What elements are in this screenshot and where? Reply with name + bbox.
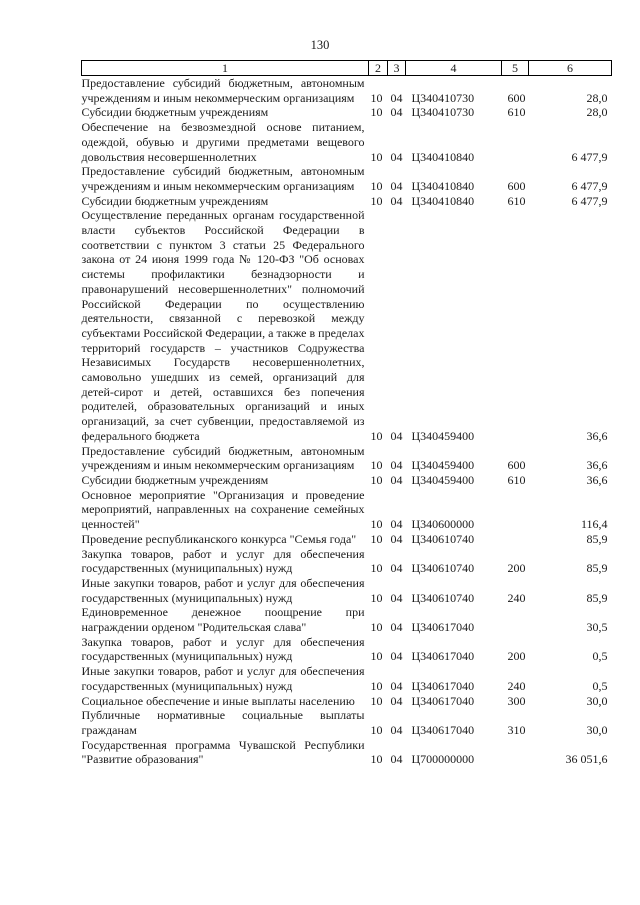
- item-name: Публичные нормативные социальные выплаты гражданам: [81, 708, 365, 737]
- amount: 36,6: [586, 428, 608, 443]
- item-name: Предоставление субсидий бюджетным, автономным учреждениям и иным некоммерческим организациям: [81, 443, 365, 473]
- amount: 6 477,9: [571, 178, 608, 193]
- table-row: [82, 444, 612, 473]
- subsection-code: 04: [390, 428, 403, 443]
- target-article-code: Ц340617040: [411, 620, 475, 635]
- expense-type-code: 240: [507, 590, 526, 605]
- subsection-code: 04: [390, 722, 403, 737]
- table-row: [82, 738, 612, 767]
- item-name: Обеспечение на безвозмездной основе питанием, одеждой, обувью и другими предметами вещевого довольствия несовершеннолетних: [81, 120, 365, 164]
- table-row: [82, 664, 612, 693]
- expense-type-code: [502, 120, 529, 164]
- item-name: Иные закупки товаров, работ и услуг для обеспечения государственных (муниципальных) нужд: [81, 664, 365, 693]
- target-article-code: Ц340610740: [411, 531, 475, 546]
- section-code: 10: [370, 620, 383, 635]
- subsection-code: 04: [390, 693, 403, 708]
- item-name: Предоставление субсидий бюджетным, автономным учреждениям и иным некоммерческим организациям: [81, 76, 365, 105]
- amount: 30,0: [586, 722, 608, 737]
- subsection-code: 04: [390, 649, 403, 664]
- expense-type-code: 600: [507, 90, 526, 105]
- subsection-code: 04: [390, 178, 403, 193]
- expense-type-code: 600: [507, 458, 526, 473]
- subsection-code: 04: [390, 561, 403, 576]
- amount: 36 051,6: [565, 752, 608, 767]
- item-name: Субсидии бюджетным учреждениям: [81, 193, 269, 208]
- table-row: [82, 635, 612, 664]
- section-code: 10: [370, 105, 383, 120]
- column-header: 1: [82, 61, 369, 76]
- subsection-code: 04: [390, 752, 403, 767]
- section-code: 10: [370, 178, 383, 193]
- column-header: 3: [388, 61, 406, 76]
- amount: 30,5: [586, 620, 608, 635]
- target-article-code: Ц340459400: [411, 428, 475, 443]
- item-name: Основное мероприятие "Организация и проведение мероприятий, направленных на сохранение семейных ценностей": [81, 487, 365, 532]
- expense-type-code: 610: [507, 105, 526, 120]
- subsection-code: 04: [390, 620, 403, 635]
- expense-type-code: 610: [507, 472, 526, 487]
- section-code: 10: [370, 561, 383, 576]
- subsection-code: 04: [390, 193, 403, 208]
- column-header: 2: [369, 61, 388, 76]
- subsection-code: 04: [390, 590, 403, 605]
- target-article-code: Ц700000000: [411, 752, 475, 767]
- table-row: [82, 164, 612, 193]
- column-header: 5: [502, 61, 529, 76]
- expense-type-code: [502, 208, 529, 443]
- table-row: [82, 488, 612, 532]
- section-code: 10: [370, 458, 383, 473]
- target-article-code: Ц340617040: [411, 678, 475, 693]
- expense-type-code: 610: [507, 193, 526, 208]
- amount: 85,9: [586, 561, 608, 576]
- table-row: [82, 120, 612, 164]
- section-code: 10: [370, 149, 383, 164]
- section-code: 10: [370, 752, 383, 767]
- section-code: 10: [370, 649, 383, 664]
- subsection-code: 04: [390, 517, 403, 532]
- target-article-code: Ц340410730: [411, 90, 475, 105]
- section-code: 10: [370, 428, 383, 443]
- table-row: [82, 547, 612, 576]
- table-header-row: [82, 61, 612, 76]
- expense-type-code: [502, 605, 529, 634]
- amount: 28,0: [586, 90, 608, 105]
- amount: 6 477,9: [571, 193, 608, 208]
- expense-type-code: 310: [507, 722, 526, 737]
- item-name: Закупка товаров, работ и услуг для обеспечения государственных (муниципальных) нужд: [81, 634, 365, 664]
- subsection-code: 04: [390, 105, 403, 120]
- target-article-code: Ц340459400: [411, 472, 475, 487]
- target-article-code: Ц340410730: [411, 105, 475, 120]
- amount: 6 477,9: [571, 149, 608, 164]
- subsection-code: 04: [390, 678, 403, 693]
- subsection-code: 04: [390, 531, 403, 546]
- section-code: 10: [370, 590, 383, 605]
- item-name: Государственная программа Чувашской Республики "Развитие образования": [81, 737, 365, 767]
- target-article-code: Ц340610740: [411, 590, 475, 605]
- table-row: [82, 576, 612, 605]
- column-header: 6: [529, 61, 612, 76]
- amount: 36,6: [586, 472, 608, 487]
- subsection-code: 04: [390, 149, 403, 164]
- amount: 28,0: [586, 105, 608, 120]
- table-row: [82, 76, 612, 106]
- amount: 0,5: [592, 678, 608, 693]
- page-number: 130: [310, 38, 330, 52]
- table-row: [82, 605, 612, 634]
- target-article-code: Ц340459400: [411, 458, 475, 473]
- section-code: 10: [370, 472, 383, 487]
- target-article-code: Ц340617040: [411, 722, 475, 737]
- section-code: 10: [370, 678, 383, 693]
- item-name: Предоставление субсидий бюджетным, автономным учреждениям и иным некоммерческим организациям: [81, 164, 365, 193]
- expense-type-code: [502, 532, 529, 547]
- subsection-code: 04: [390, 458, 403, 473]
- table-row: [82, 708, 612, 737]
- section-code: 10: [370, 517, 383, 532]
- item-name: Социальное обеспечение и иные выплаты населению: [81, 693, 355, 708]
- table-body: [82, 76, 612, 768]
- target-article-code: Ц340617040: [411, 649, 475, 664]
- budget-table: [81, 60, 612, 767]
- table-row: [82, 473, 612, 488]
- table-row: [82, 694, 612, 709]
- subsection-code: 04: [390, 90, 403, 105]
- item-name: Субсидии бюджетным учреждениям: [81, 472, 269, 487]
- column-header: 4: [406, 61, 502, 76]
- item-name: Закупка товаров, работ и услуг для обеспечения государственных (муниципальных) нужд: [81, 546, 365, 576]
- expense-type-code: [502, 738, 529, 767]
- amount: 30,0: [586, 693, 608, 708]
- amount: 0,5: [592, 649, 608, 664]
- subsection-code: 04: [390, 472, 403, 487]
- amount: 116,4: [580, 517, 608, 532]
- section-code: 10: [370, 90, 383, 105]
- item-name: Субсидии бюджетным учреждениям: [81, 105, 269, 120]
- target-article-code: Ц340410840: [411, 149, 475, 164]
- expense-type-code: 200: [507, 561, 526, 576]
- target-article-code: Ц340617040: [411, 693, 475, 708]
- amount: 85,9: [586, 590, 608, 605]
- expense-type-code: 200: [507, 649, 526, 664]
- target-article-code: Ц340410840: [411, 178, 475, 193]
- item-name: Иные закупки товаров, работ и услуг для обеспечения государственных (муниципальных) нужд: [81, 575, 365, 605]
- item-name: Проведение республиканского конкурса "Семья года": [81, 531, 357, 546]
- expense-type-code: 600: [507, 178, 526, 193]
- section-code: 10: [370, 531, 383, 546]
- expense-type-code: [502, 488, 529, 532]
- expense-type-code: 300: [507, 693, 526, 708]
- amount: 36,6: [586, 458, 608, 473]
- amount: 85,9: [586, 531, 608, 546]
- table-row: [82, 194, 612, 209]
- table-row: [82, 208, 612, 443]
- target-article-code: Ц340600000: [411, 517, 475, 532]
- table-row: [82, 532, 612, 547]
- table-row: [82, 105, 612, 120]
- expense-type-code: 240: [507, 678, 526, 693]
- item-name: Единовременное денежное поощрение при награждении орденом "Родительская слава": [81, 605, 365, 635]
- section-code: 10: [370, 693, 383, 708]
- section-code: 10: [370, 193, 383, 208]
- target-article-code: Ц340410840: [411, 193, 475, 208]
- item-name: Осуществление переданных органам государственной власти субъектов Российской Федерации в соответствии с пунктом 3 статьи 25 Федерального закона от 24 июня 1999 года № 120-ФЗ "Об основах системы профилактики безнадзорности и правонарушений несовершеннолетних" полномочий Российской Федерации по осуществлению деятельности, связанной с перевозкой между субъектами Российской Федерации, а также в пределах территорий государств – участников Содружества Независимых Государств несовершеннолетних, самовольно ушедших из семей, организаций для детей-сирот и детей, оставшихся без попечения родителей, образовательных организаций и иных организаций, за счет субвенции, предоставляемой из федерального бюджета: [81, 208, 365, 443]
- section-code: 10: [370, 722, 383, 737]
- target-article-code: Ц340610740: [411, 561, 475, 576]
